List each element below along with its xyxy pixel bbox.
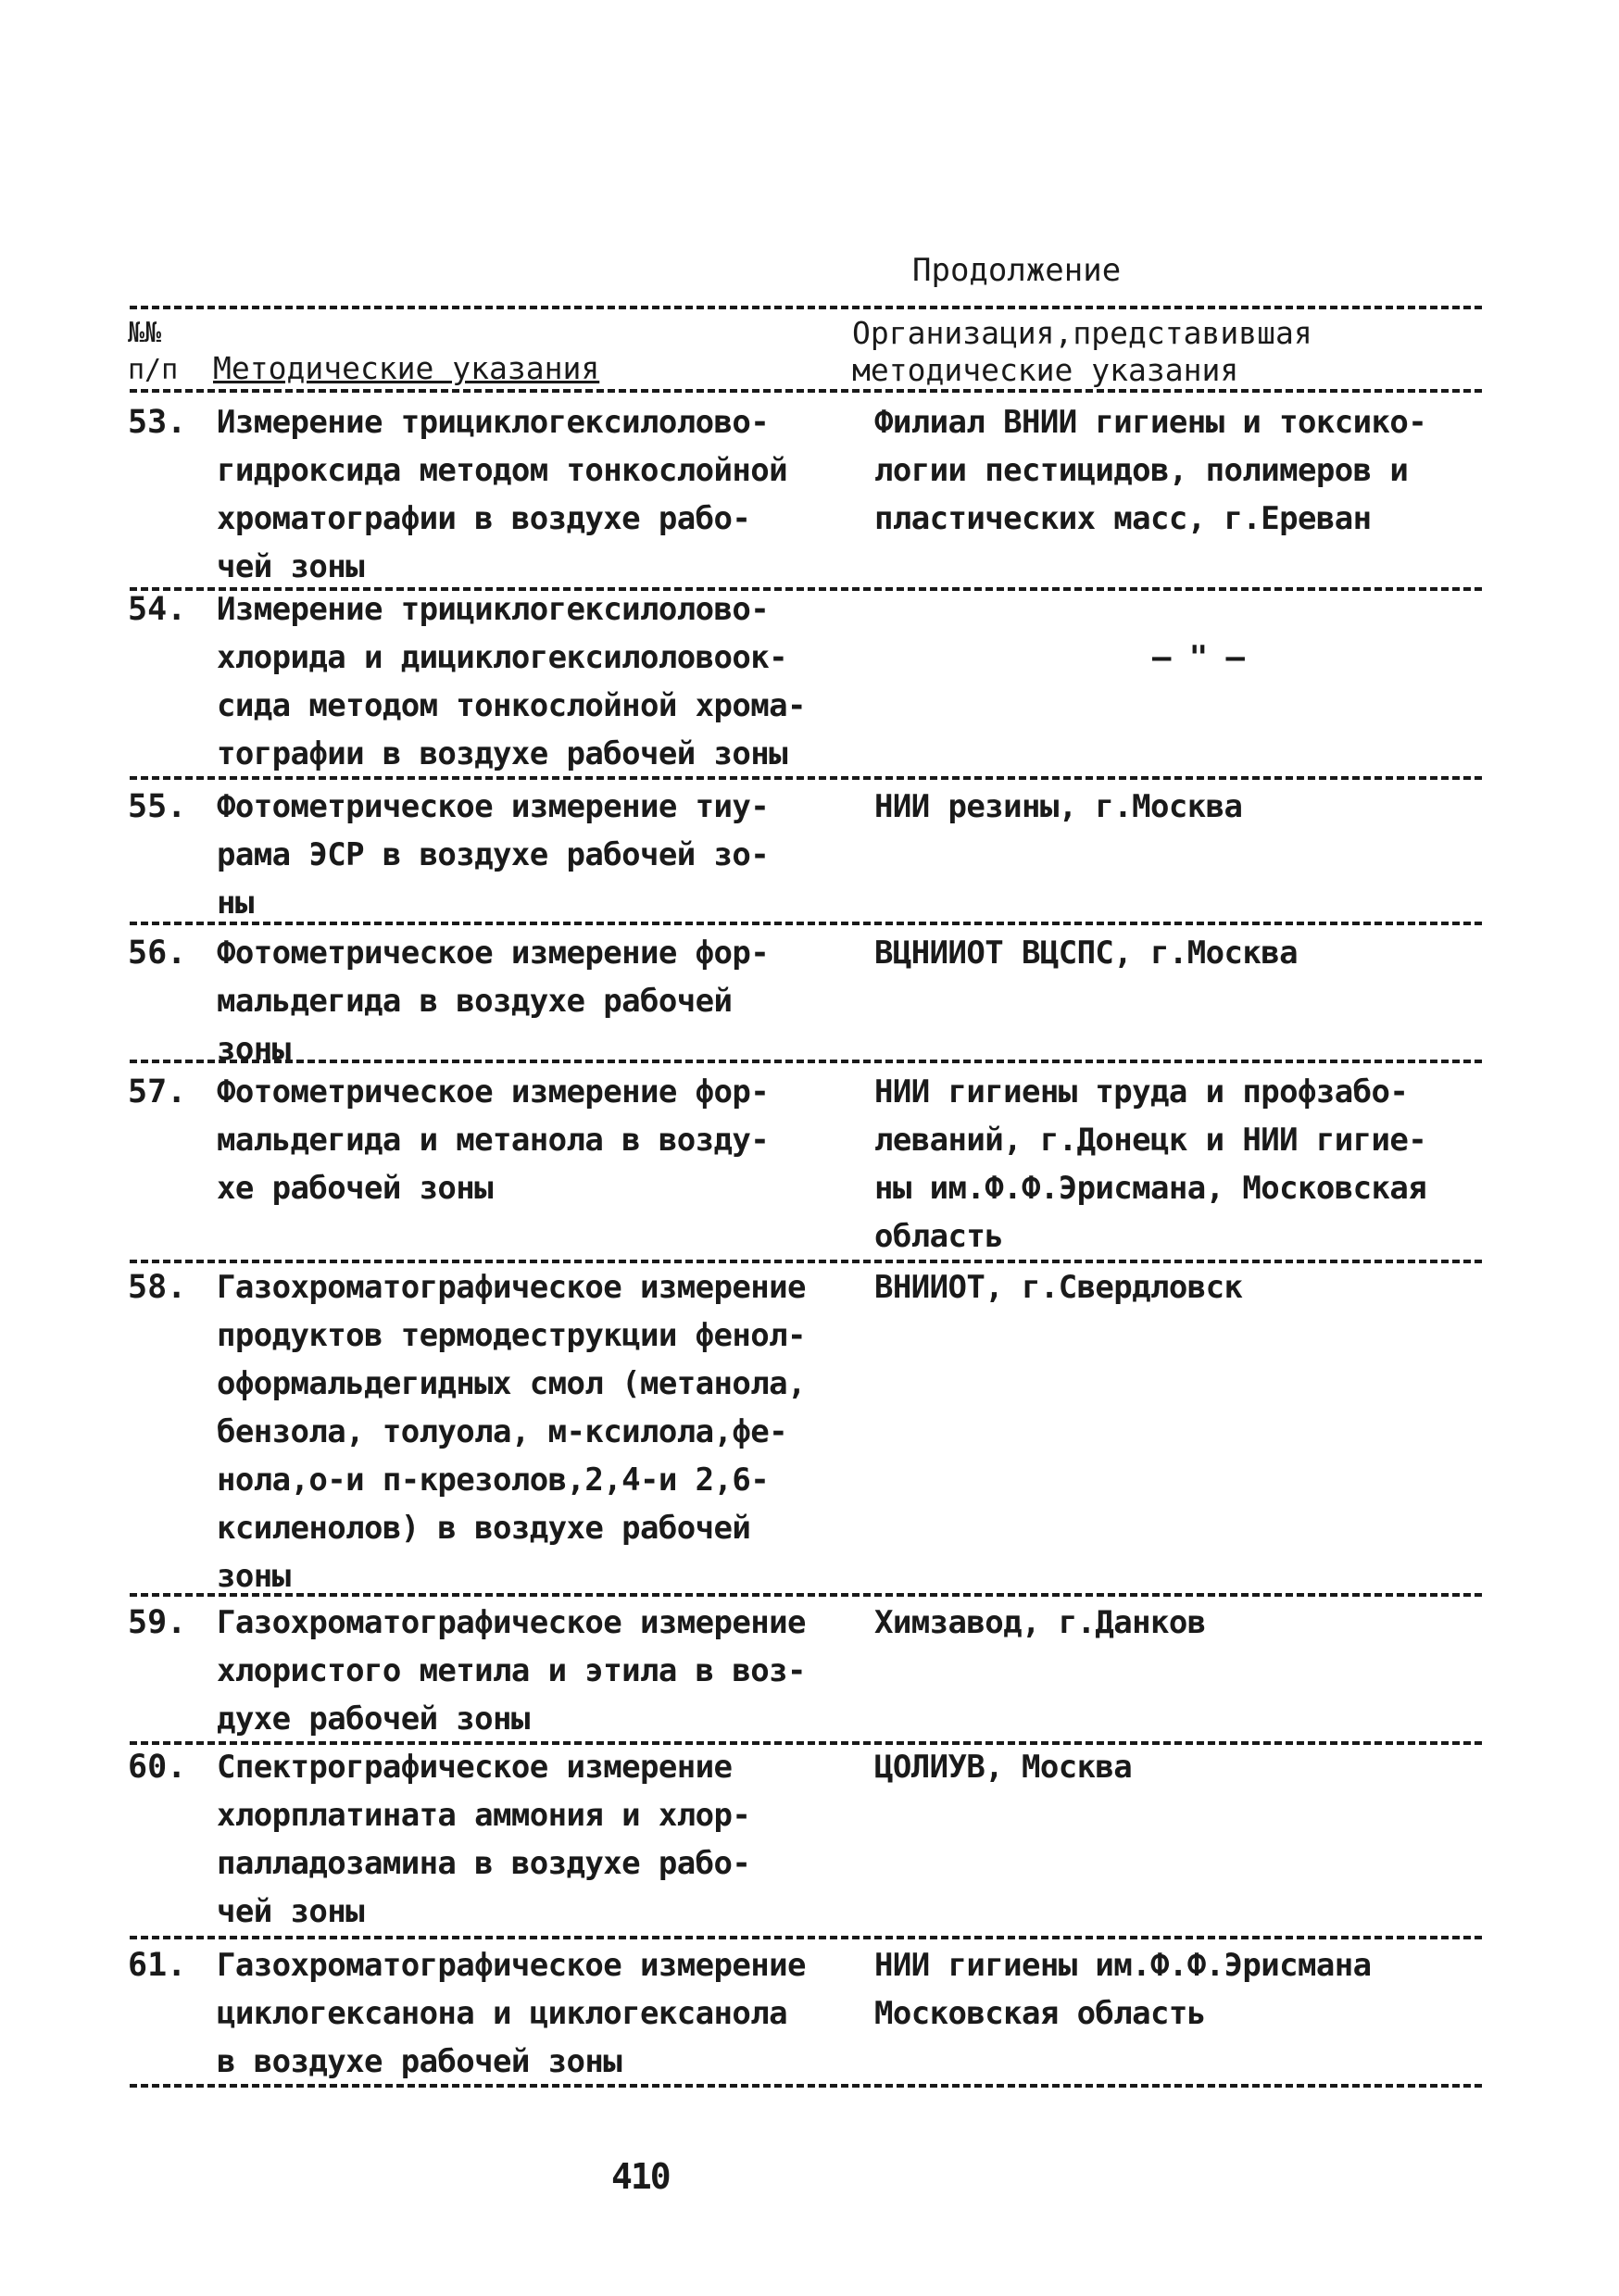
- row-organization: Химзавод, г.Данков: [874, 1604, 1206, 1641]
- row-divider: [130, 1936, 1482, 1939]
- row-number: 57.: [128, 1073, 187, 1110]
- row-methods: Газохроматографическое измерение циклогексанона и циклогексанола в воздухе рабочей зоны: [217, 1947, 806, 2080]
- row-methods: Фотометрическое измерение фор- мальдегида и метанола в возду- хе рабочей зоны: [217, 1073, 770, 1207]
- row-organization: ВНИИОТ, г.Свердловск: [874, 1269, 1243, 1306]
- row-organization: Филиал ВНИИ гигиены и токсико- логии пестицидов, полимеров и пластических масс, г.Ереван: [874, 404, 1427, 537]
- row-divider: [130, 1060, 1482, 1063]
- page-number: 410: [611, 2156, 670, 2197]
- row-organization: ВЦНИИОТ ВЦСПС, г.Москва: [874, 935, 1299, 972]
- row-number: 53.: [128, 404, 187, 441]
- row-organization-ditto: – " –: [1152, 639, 1245, 676]
- row-methods: Фотометрическое измерение фор- мальдегида в воздухе рабочей зоны: [217, 935, 770, 1068]
- row-number: 61.: [128, 1947, 187, 1984]
- row-organization: НИИ гигиены им.Ф.Ф.Эрисмана Московская область: [874, 1947, 1372, 2032]
- header-methods-column: Методические указания: [213, 350, 600, 386]
- row-divider: [130, 922, 1482, 925]
- header-number-column: №№ п/п: [128, 317, 179, 386]
- table-bottom-rule: [130, 2084, 1482, 2088]
- table-top-rule: [130, 306, 1482, 309]
- row-number: 56.: [128, 935, 187, 972]
- row-methods: Газохроматографическое измерение продуктов термодеструкции фенол- оформальдегидных смол (метанола, бензола, толуола, м-ксилола,фе- нола,о-и п-крезолов,2,4-и 2,6- ксиленолов) в воздухе рабочей зоны: [217, 1269, 806, 1595]
- header-organization-column: Организация,представившая методические указания: [852, 315, 1312, 388]
- row-organization: НИИ гигиены труда и профзабо- леваний, г.Донецк и НИИ гигие- ны им.Ф.Ф.Эрисмана, Московская область: [874, 1073, 1427, 1255]
- row-methods: Фотометрическое измерение тиу- рама ЭСР в воздухе рабочей зо- ны: [217, 788, 770, 922]
- row-number: 58.: [128, 1269, 187, 1306]
- continued-label: Продолжение: [912, 252, 1122, 289]
- row-methods: Измерение трициклогексилолово- хлорида и дициклогексилоловоок- сида методом тонкослойной хрома- тографии в воздухе рабочей зоны: [217, 591, 806, 772]
- row-organization: НИИ резины, г.Москва: [874, 788, 1243, 825]
- row-methods: Газохроматографическое измерение хлористого метила и этила в воз- духе рабочей зоны: [217, 1604, 806, 1738]
- row-methods: Измерение трициклогексилолово- гидроксида методом тонкослойной хроматографии в воздухе рабо- чей зоны: [217, 404, 787, 585]
- row-organization: ЦОЛИУВ, Москва: [874, 1749, 1133, 1786]
- row-divider: [130, 1593, 1482, 1597]
- row-number: 54.: [128, 591, 187, 628]
- row-methods: Спектрографическое измерение хлорплатината аммония и хлор- палладозамина в воздухе рабо- чей зоны: [217, 1749, 751, 1930]
- row-number: 59.: [128, 1604, 187, 1641]
- row-divider: [130, 776, 1482, 780]
- row-number: 60.: [128, 1749, 187, 1786]
- header-bottom-rule: [130, 389, 1482, 393]
- row-number: 55.: [128, 788, 187, 825]
